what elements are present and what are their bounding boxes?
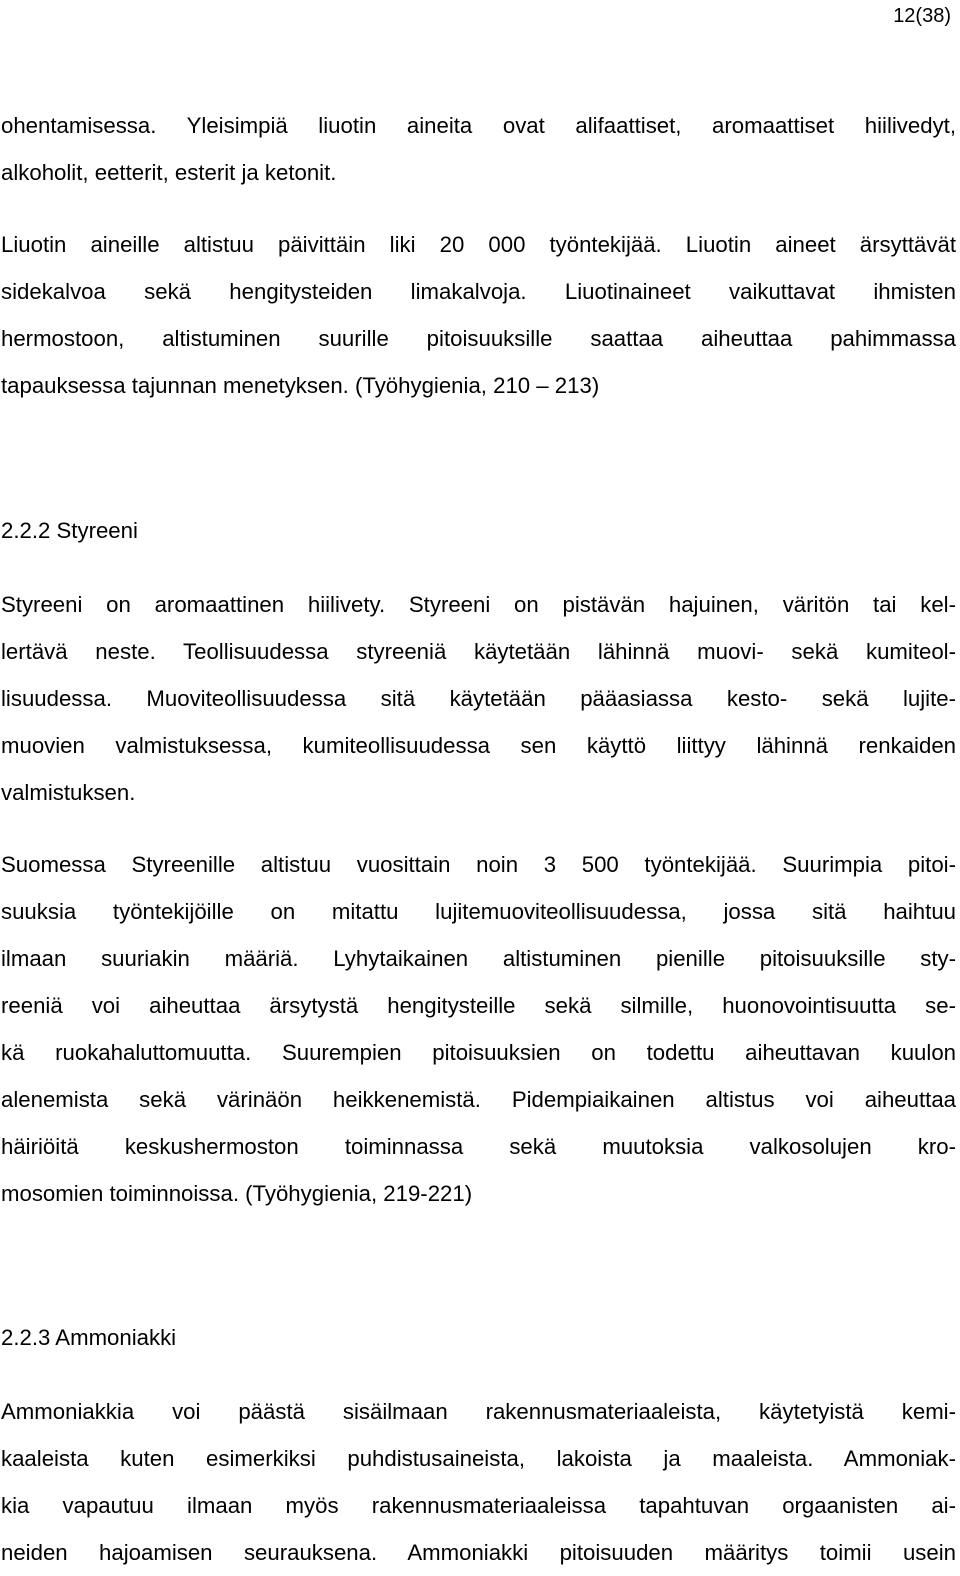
paragraph-styrene-1 [1,581,956,816]
text-line: valmistuksen. [1,780,136,805]
text-line: mosomien toiminnoissa. (Työhygienia, 219-221) [1,1181,473,1206]
text-line: Liuotin aineille altistuu päivittäin liki 20 000 työntekijää. Liuotin aineet ärsyttävät [1,232,956,257]
page-number: 12(38) [893,5,951,27]
text-line: lisuudessa. Muoviteollisuudessa sitä käytetään pääasiassa kesto- sekä lujite- [1,686,956,711]
paragraph-styrene-2 [1,841,956,1217]
text-line: kaaleista kuten esimerkiksi puhdistusaineista, lakoista ja maaleista. Ammoniak- [1,1446,956,1471]
text-line: muovien valmistuksessa, kumiteollisuudessa sen käyttö liittyy lähinnä renkaiden [1,733,956,758]
text-line: hermostoon, altistuminen suurille pitoisuuksille saattaa aiheuttaa pahimmassa [1,326,956,351]
text-line: tapauksessa tajunnan menetyksen. (Työhygienia, 210 – 213) [1,373,600,398]
paragraph-ammonia [1,1388,956,1576]
paragraph-solvents [1,221,956,409]
text-line: Suomessa Styreenille altistuu vuosittain noin 3 500 työntekijää. Suurimpia pitoi- [1,852,956,877]
text-line: suuksia työntekijöille on mitattu lujitemuoviteollisuudessa, jossa sitä haihtuu [1,899,956,924]
text-line: sidekalvoa sekä hengitysteiden limakalvoja. Liuotinaineet vaikuttavat ihmisten [1,279,956,304]
text-line: alkoholit, eetterit, esterit ja ketonit. [1,160,337,185]
text-line: reeniä voi aiheuttaa ärsytystä hengitysteille sekä silmille, huonovointisuutta se- [1,993,956,1018]
text-line: Styreeni on aromaattinen hiilivety. Styreeni on pistävän hajuinen, väritön tai kel- [1,592,956,617]
text-line: alenemista sekä värinäön heikkenemistä. Pidempiaikainen altistus voi aiheuttaa [1,1087,956,1112]
paragraph-intro [1,102,956,196]
text-line: lertävä neste. Teollisuudessa styreeniä käytetään lähinnä muovi- sekä kumiteol- [1,639,956,664]
text-line: neiden hajoamisen seurauksena. Ammoniakki pitoisuuden määritys toimii usein [1,1540,956,1565]
text-line: häiriöitä keskushermoston toiminnassa sekä muutoksia valkosolujen kro- [1,1134,956,1159]
section-heading-styrene: 2.2.2 Styreeni [1,518,138,543]
section-heading-ammonia: 2.2.3 Ammoniakki [1,1325,177,1350]
text-line: ilmaan suuriakin määriä. Lyhytaikainen altistuminen pienille pitoisuuksille sty- [1,946,956,971]
text-line: ohentamisessa. Yleisimpiä liuotin aineita ovat alifaattiset, aromaattiset hiilivedyt, [1,113,956,138]
text-line: Ammoniakkia voi päästä sisäilmaan rakennusmateriaaleista, käytetyistä kemi- [1,1399,956,1424]
text-line: kia vapautuu ilmaan myös rakennusmateriaaleissa tapahtuvan orgaanisten ai- [1,1493,956,1518]
text-line: kä ruokahaluttomuutta. Suurempien pitoisuuksien on todettu aiheuttavan kuulon [1,1040,956,1065]
